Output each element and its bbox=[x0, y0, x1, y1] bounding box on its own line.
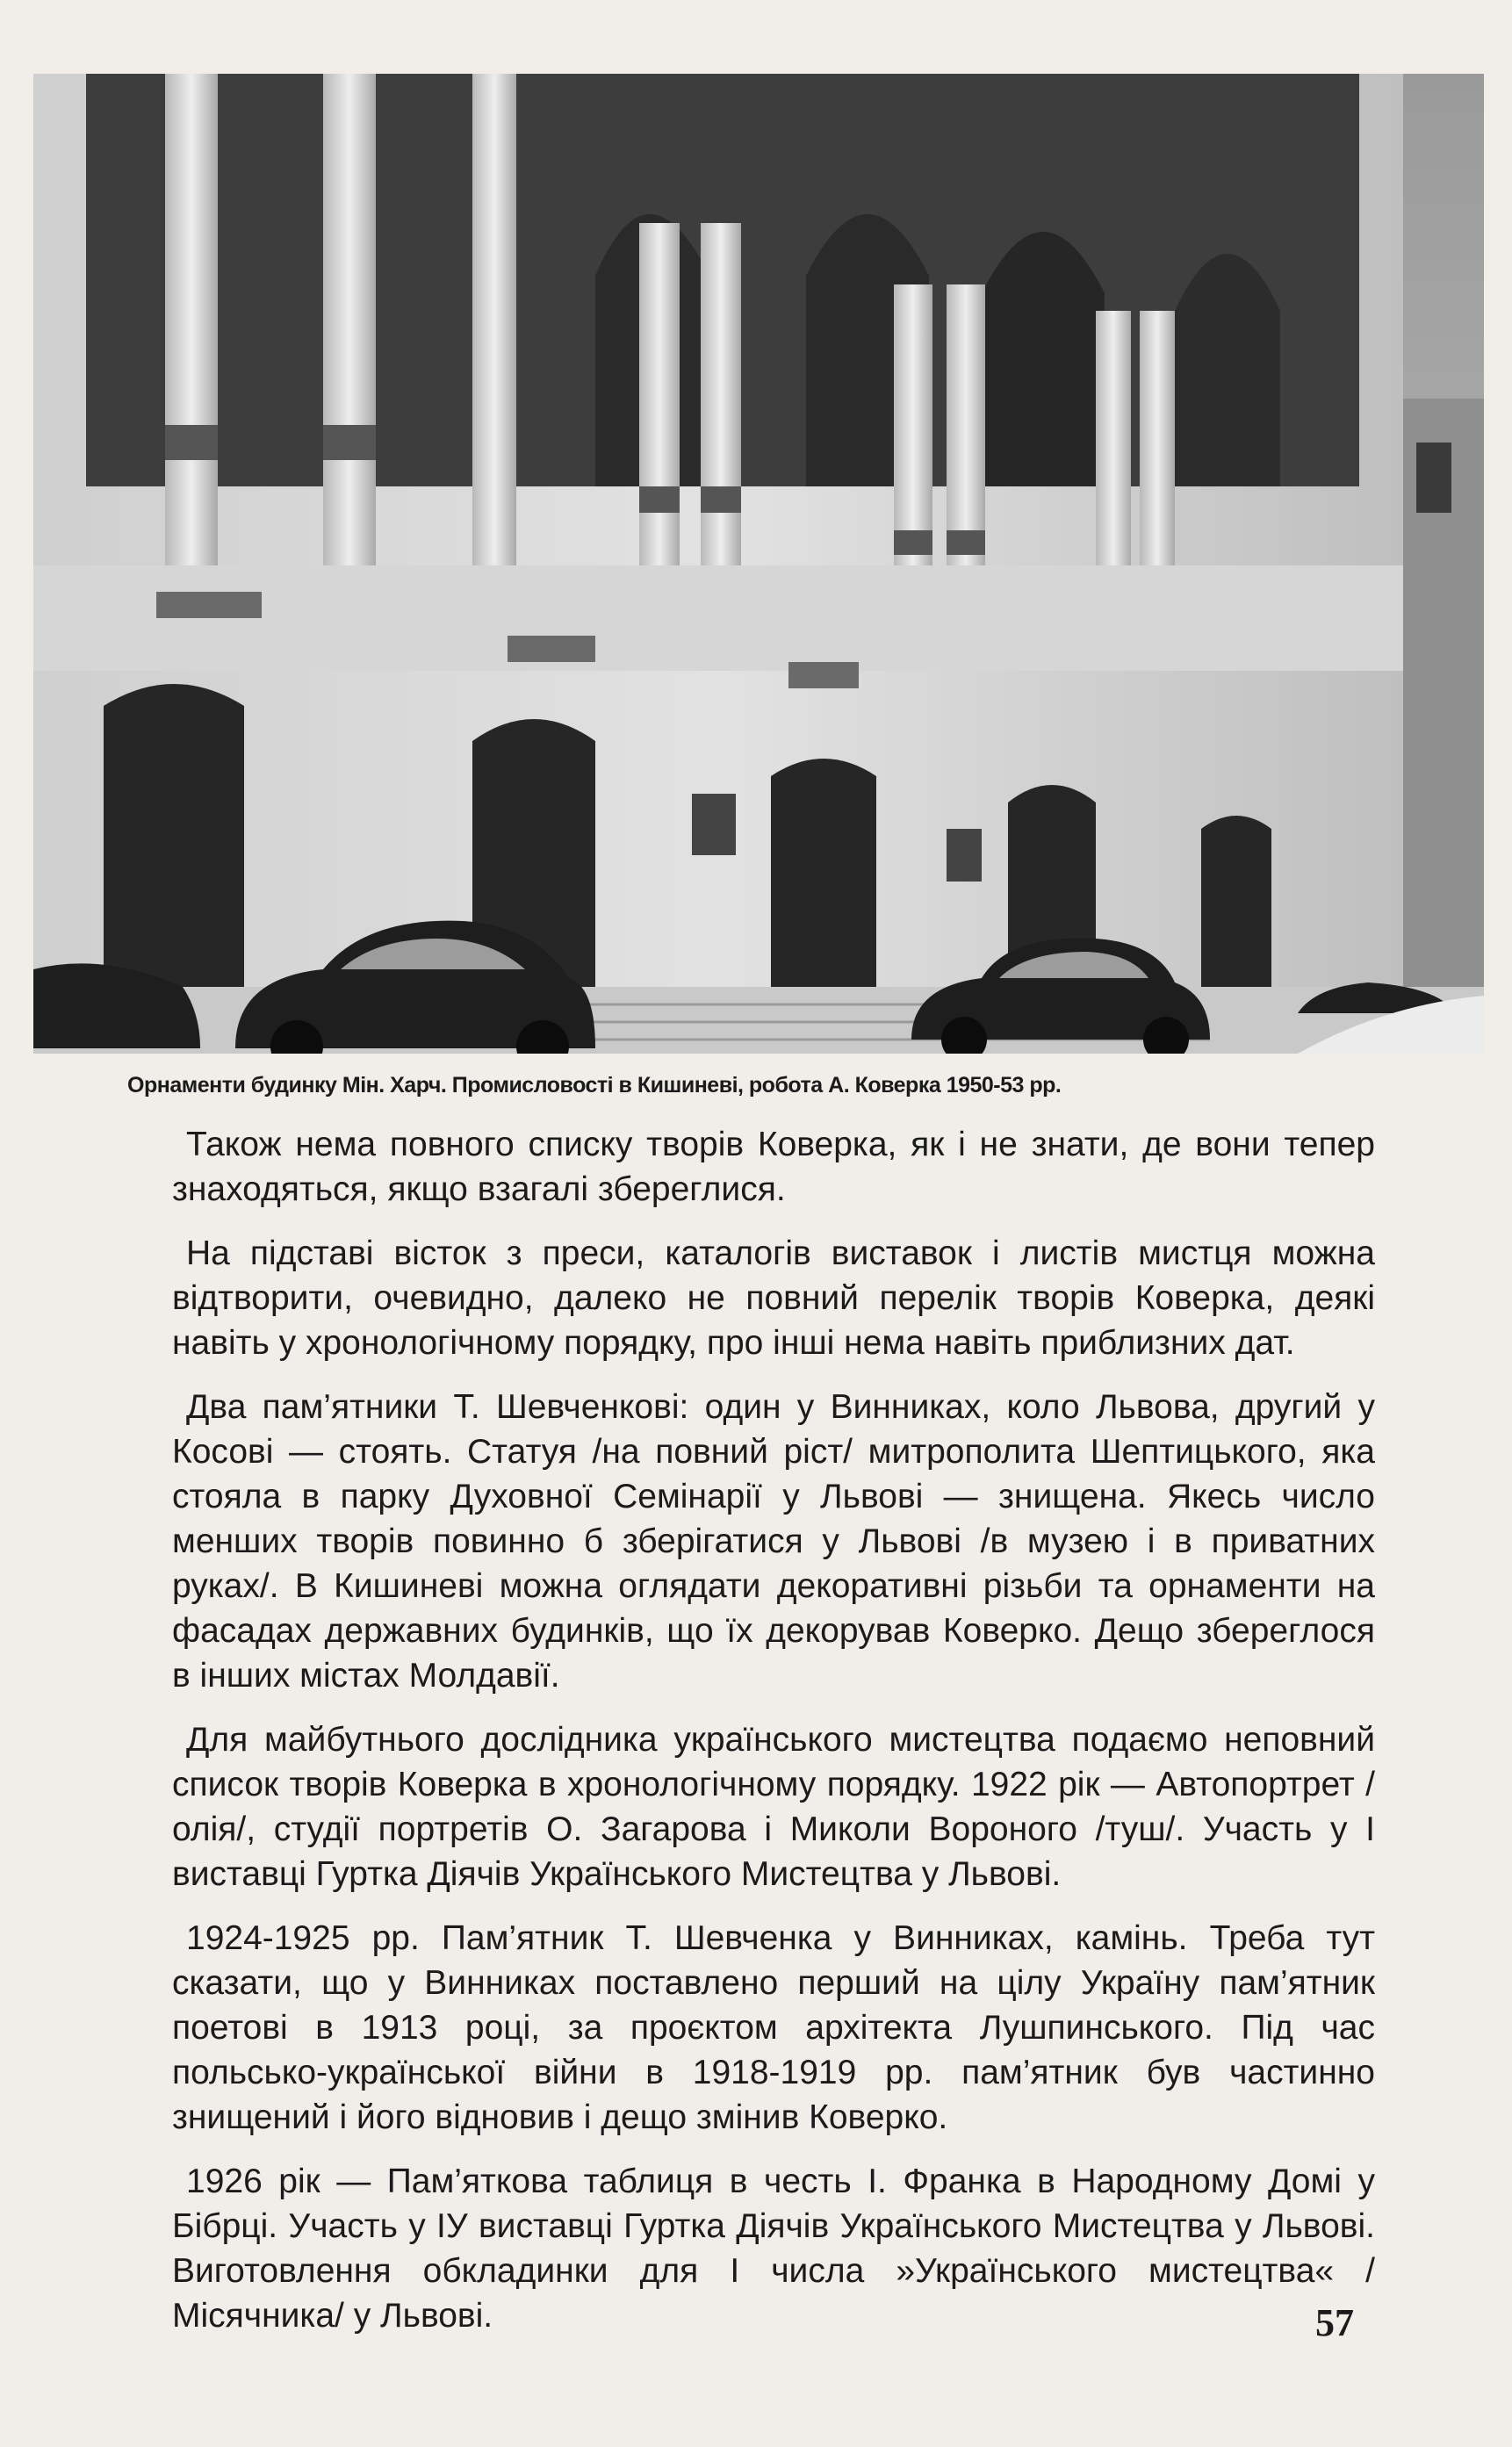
paragraph: Для майбутнього дослідника українського мистецтва подаємо неповний список творів Коверка в хронологічному порядку. 1922 рік — Автопортрет /олія/, студії портретів О. Загарова і Миколи Вороного /туш/. Участь у І виставці Гуртка Діячів Українського Мистецтва у Львові. bbox=[172, 1721, 1375, 1893]
paragraph: На підставі вісток з преси, каталогів виставок і листів мистця можна відтворити, очевидно, далеко не повний перелік творів Коверка, деякі навіть у хронологічному порядку, про інші нема навіть приблизних дат. bbox=[172, 1234, 1375, 1362]
body-text bbox=[172, 1122, 1375, 2357]
building-photo bbox=[33, 74, 1484, 1054]
photo-caption: Орнаменти будинку Мін. Харч. Промисловості в Кишиневі, робота А. Коверка 1950-53 рр. bbox=[127, 1073, 1062, 1098]
paragraph: Також нема повного списку творів Коверка, як і не знати, де вони тепер знаходяться, якщо взагалі збереглися. bbox=[172, 1126, 1375, 1208]
paragraph: 1924-1925 рр. Пам’ятник Т. Шевченка у Винниках, камінь. Треба тут сказати, що у Винниках поставлено перший на цілу Україну пам’ятник поетові в 1913 році, за проєктом архітекта Лушпинського. Під час польсько-української війни в 1918-1919 рр. пам’ятник був частинно знищений і його відновив і дещо змінив Коверко. bbox=[172, 1919, 1375, 2136]
paragraph: 1926 рік — Пам’яткова таблиця в честь І. Франка в Народному Домі у Бібрці. Участь у ІУ виставці Гуртка Діячів Українського Мистецтва у Львові. Виготовлення обкладинки для І числа »Українського мистецтва« /Місячника/ у Львові. bbox=[172, 2163, 1375, 2335]
paragraph: Два пам’ятники Т. Шевченкові: один у Винниках, коло Львова, другий у Косові — стоять. Статуя /на повний ріст/ митрополита Шептицького, яка стояла в парку Духовної Семінарії у Львові — знищена. Якесь число менших творів повинно б зберігатися у Львові /в музею і в приватних руках/. В Кишиневі можна оглядати декоративні різьби та орнаменти на фасадах державних будинків, що їх декорував Коверко. Дещо збереглося в інших містах Молдавії. bbox=[172, 1388, 1375, 1695]
page-number: 57 bbox=[1315, 2301, 1354, 2344]
